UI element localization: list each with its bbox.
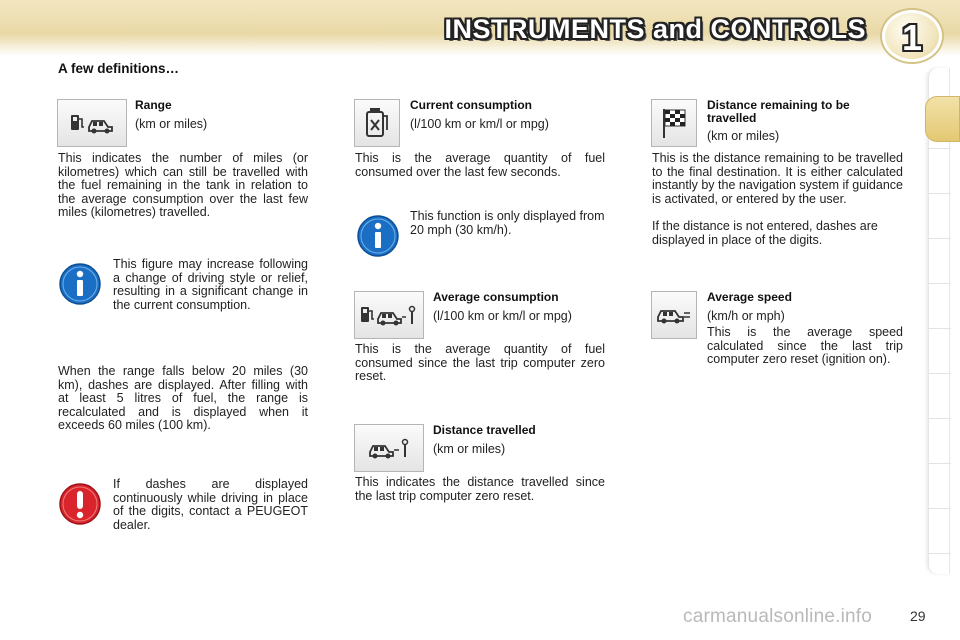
distance-remaining-unit: (km or miles) — [707, 129, 780, 143]
tab-divider — [929, 238, 951, 239]
tab-divider — [929, 373, 951, 374]
distance-remaining-icon-box — [651, 99, 697, 147]
range-icon-box — [57, 99, 127, 147]
fuel-pump-icon — [362, 106, 392, 140]
range-dashes-text: When the range falls below 20 miles (30 km), dashes are displayed. After filling with at least 5 litres of fuel, the range is recalculated and is displayed when it exceeds 60 miles (100 km). — [58, 364, 308, 432]
fuel-car-gauge-icon — [358, 303, 420, 327]
distance-remaining-description: This is the distance remaining to be travelled to the final destination. It is either calculated instantly by the navigation system if guidance is activated, or entered by the user. — [652, 151, 903, 206]
average-speed-icon-box — [651, 291, 697, 339]
distance-remaining-heading: Distance remaining to be travelled — [707, 98, 850, 125]
average-consumption-heading: Average consumption — [433, 290, 559, 304]
average-speed-unit: (km/h or mph) — [707, 309, 785, 323]
tab-divider — [929, 193, 951, 194]
average-consumption-unit: (l/100 km or km/l or mpg) — [433, 309, 572, 323]
page-number: 29 — [910, 608, 926, 624]
current-consumption-description: This is the average quantity of fuel consumed over the last few seconds. — [355, 151, 605, 179]
page-title: INSTRUMENTS and CONTROLS — [444, 14, 866, 44]
chapter-number: 1 — [901, 17, 923, 58]
tab-divider — [929, 283, 951, 284]
tab-divider — [929, 148, 951, 149]
average-speed-heading: Average speed — [707, 290, 792, 304]
checkered-flag-icon — [659, 106, 689, 140]
tab-divider — [929, 328, 951, 329]
chapter-badge — [882, 10, 942, 62]
tab-divider — [929, 418, 951, 419]
car-distance-icon — [364, 436, 414, 460]
chapter-tab-strip — [928, 68, 950, 574]
range-info-note: This figure may increase following a change of driving style or relief, resulting in a significant change in the current consumption. — [113, 257, 308, 312]
warning-icon — [58, 482, 102, 526]
range-unit: (km or miles) — [135, 117, 208, 131]
current-consumption-heading: Current consumption — [410, 98, 532, 112]
tab-divider — [929, 508, 951, 509]
info-icon — [58, 262, 102, 306]
current-consumption-unit: (l/100 km or km/l or mpg) — [410, 117, 549, 131]
info-icon — [356, 214, 400, 258]
range-heading: Range — [135, 98, 172, 112]
watermark: carmanualsonline.info — [683, 606, 873, 627]
section-title: A few definitions… — [58, 61, 179, 76]
distance-travelled-icon-box — [354, 424, 424, 472]
distance-travelled-description: This indicates the distance travelled since the last trip computer zero reset. — [355, 475, 605, 503]
tab-divider — [929, 463, 951, 464]
average-consumption-icon-box — [354, 291, 424, 339]
distance-remaining-note: If the distance is not entered, dashes are displayed in place of the digits. — [652, 219, 878, 247]
tab-divider — [929, 553, 951, 554]
fuel-pump-car-icon — [65, 111, 119, 135]
average-speed-description: This is the average speed calculated since the last trip computer zero reset (ignition on). — [707, 325, 903, 366]
distance-travelled-heading: Distance travelled — [433, 423, 536, 437]
range-description: This indicates the number of miles (or kilometres) which can still be travelled with the fuel remaining in the tank in relation to the average consumption over the last few miles (kilometres) travelled. — [58, 151, 308, 219]
distance-travelled-unit: (km or miles) — [433, 442, 506, 456]
car-speed-icon — [655, 305, 693, 325]
range-warning-note: If dashes are displayed continuously while driving in place of the digits, contact a PEUGEOT dealer. — [113, 477, 308, 532]
chapter-tab-active[interactable] — [925, 96, 960, 142]
current-consumption-info-note: This function is only displayed from 20 mph (30 km/h). — [410, 209, 605, 237]
current-consumption-icon-box — [354, 99, 400, 147]
average-consumption-description: This is the average quantity of fuel consumed since the last trip computer zero reset. — [355, 342, 605, 383]
